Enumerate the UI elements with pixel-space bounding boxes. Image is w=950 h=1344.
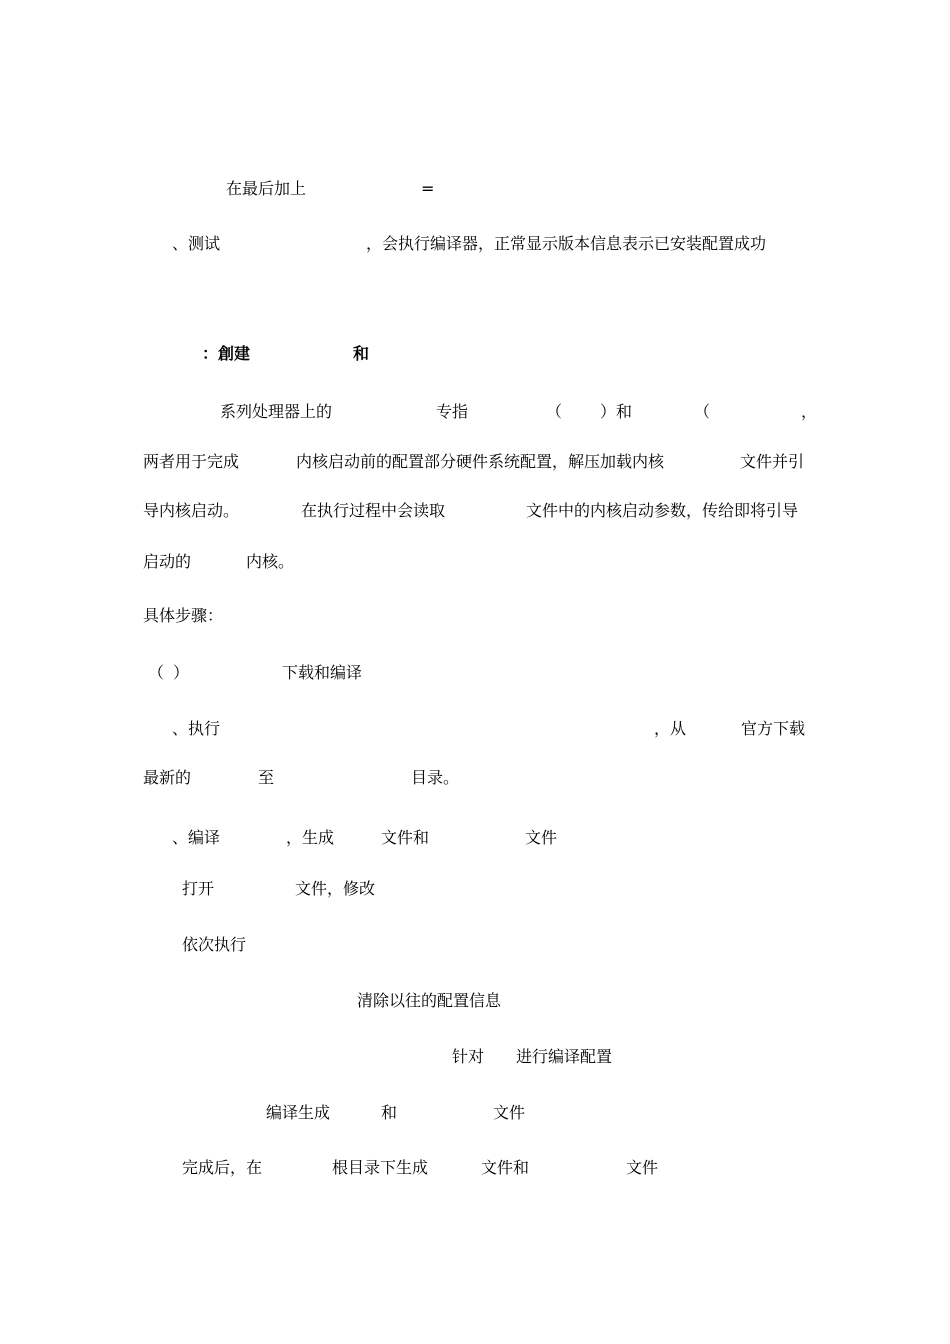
text-fragment: 进行编译配置 xyxy=(516,1047,613,1066)
text-fragment: ） xyxy=(173,663,190,682)
text-fragment: 、测试 xyxy=(172,234,221,253)
text-fragment: 文件 xyxy=(493,1103,526,1122)
text-fragment: 最新的 xyxy=(143,768,192,787)
text-fragment: 文件和 xyxy=(481,1158,530,1177)
text-fragment: 根目录下生成 xyxy=(332,1158,429,1177)
text-fragment: 在执行过程中会读取 xyxy=(301,501,446,520)
text-fragment: ）和 xyxy=(600,402,633,421)
text-fragment: 清除以往的配置信息 xyxy=(357,991,502,1010)
text-fragment: （ xyxy=(148,663,165,682)
section-heading: 和 xyxy=(353,344,370,363)
text-fragment: 、编译 xyxy=(172,828,221,847)
text-fragment: 文件和 xyxy=(381,828,430,847)
text-fragment: 至 xyxy=(258,768,275,787)
text-fragment: 导内核启动。 xyxy=(143,501,240,520)
text-fragment: 两者用于完成 xyxy=(143,452,240,471)
text-fragment: ，生成 xyxy=(286,828,335,847)
text-fragment: 官方下载 xyxy=(741,719,806,738)
text-fragment: 针对 xyxy=(452,1047,485,1066)
text-fragment: 在最后加上 xyxy=(226,179,307,198)
text-fragment: （ xyxy=(694,402,711,421)
text-fragment: 和 xyxy=(381,1103,398,1122)
text-fragment: ，从 xyxy=(654,719,687,738)
text-fragment: 打开 xyxy=(182,879,215,898)
text-fragment: 下载和编译 xyxy=(282,663,363,682)
text-fragment: 启动的 xyxy=(143,552,192,571)
text-fragment: 、执行 xyxy=(172,719,221,738)
text-fragment: = xyxy=(421,179,435,198)
text-fragment: ， xyxy=(801,402,818,421)
text-fragment: 目录。 xyxy=(411,768,460,787)
text-fragment: 文件 xyxy=(626,1158,659,1177)
text-fragment: ，会执行编译器，正常显示版本信息表示已安装配置成功 xyxy=(366,234,767,253)
text-fragment: 文件中的内核启动参数，传给即将引导 xyxy=(526,501,799,520)
text-fragment: 内核启动前的配置部分硬件系统配置，解压加载内核 xyxy=(296,452,665,471)
text-fragment: 系列处理器上的 xyxy=(220,402,333,421)
text-fragment: 编译生成 xyxy=(266,1103,331,1122)
section-heading: ：創建 xyxy=(202,344,251,363)
text-fragment: 内核。 xyxy=(246,552,295,571)
text-fragment: 依次执行 xyxy=(182,935,247,954)
text-fragment: 专指 xyxy=(436,402,469,421)
text-fragment: （ xyxy=(546,402,563,421)
steps-title: 具体步骤： xyxy=(143,606,224,625)
text-fragment: 文件并引 xyxy=(740,452,805,471)
text-fragment: 完成后，在 xyxy=(182,1158,263,1177)
text-fragment: 文件 xyxy=(525,828,558,847)
text-fragment: 文件，修改 xyxy=(295,879,376,898)
